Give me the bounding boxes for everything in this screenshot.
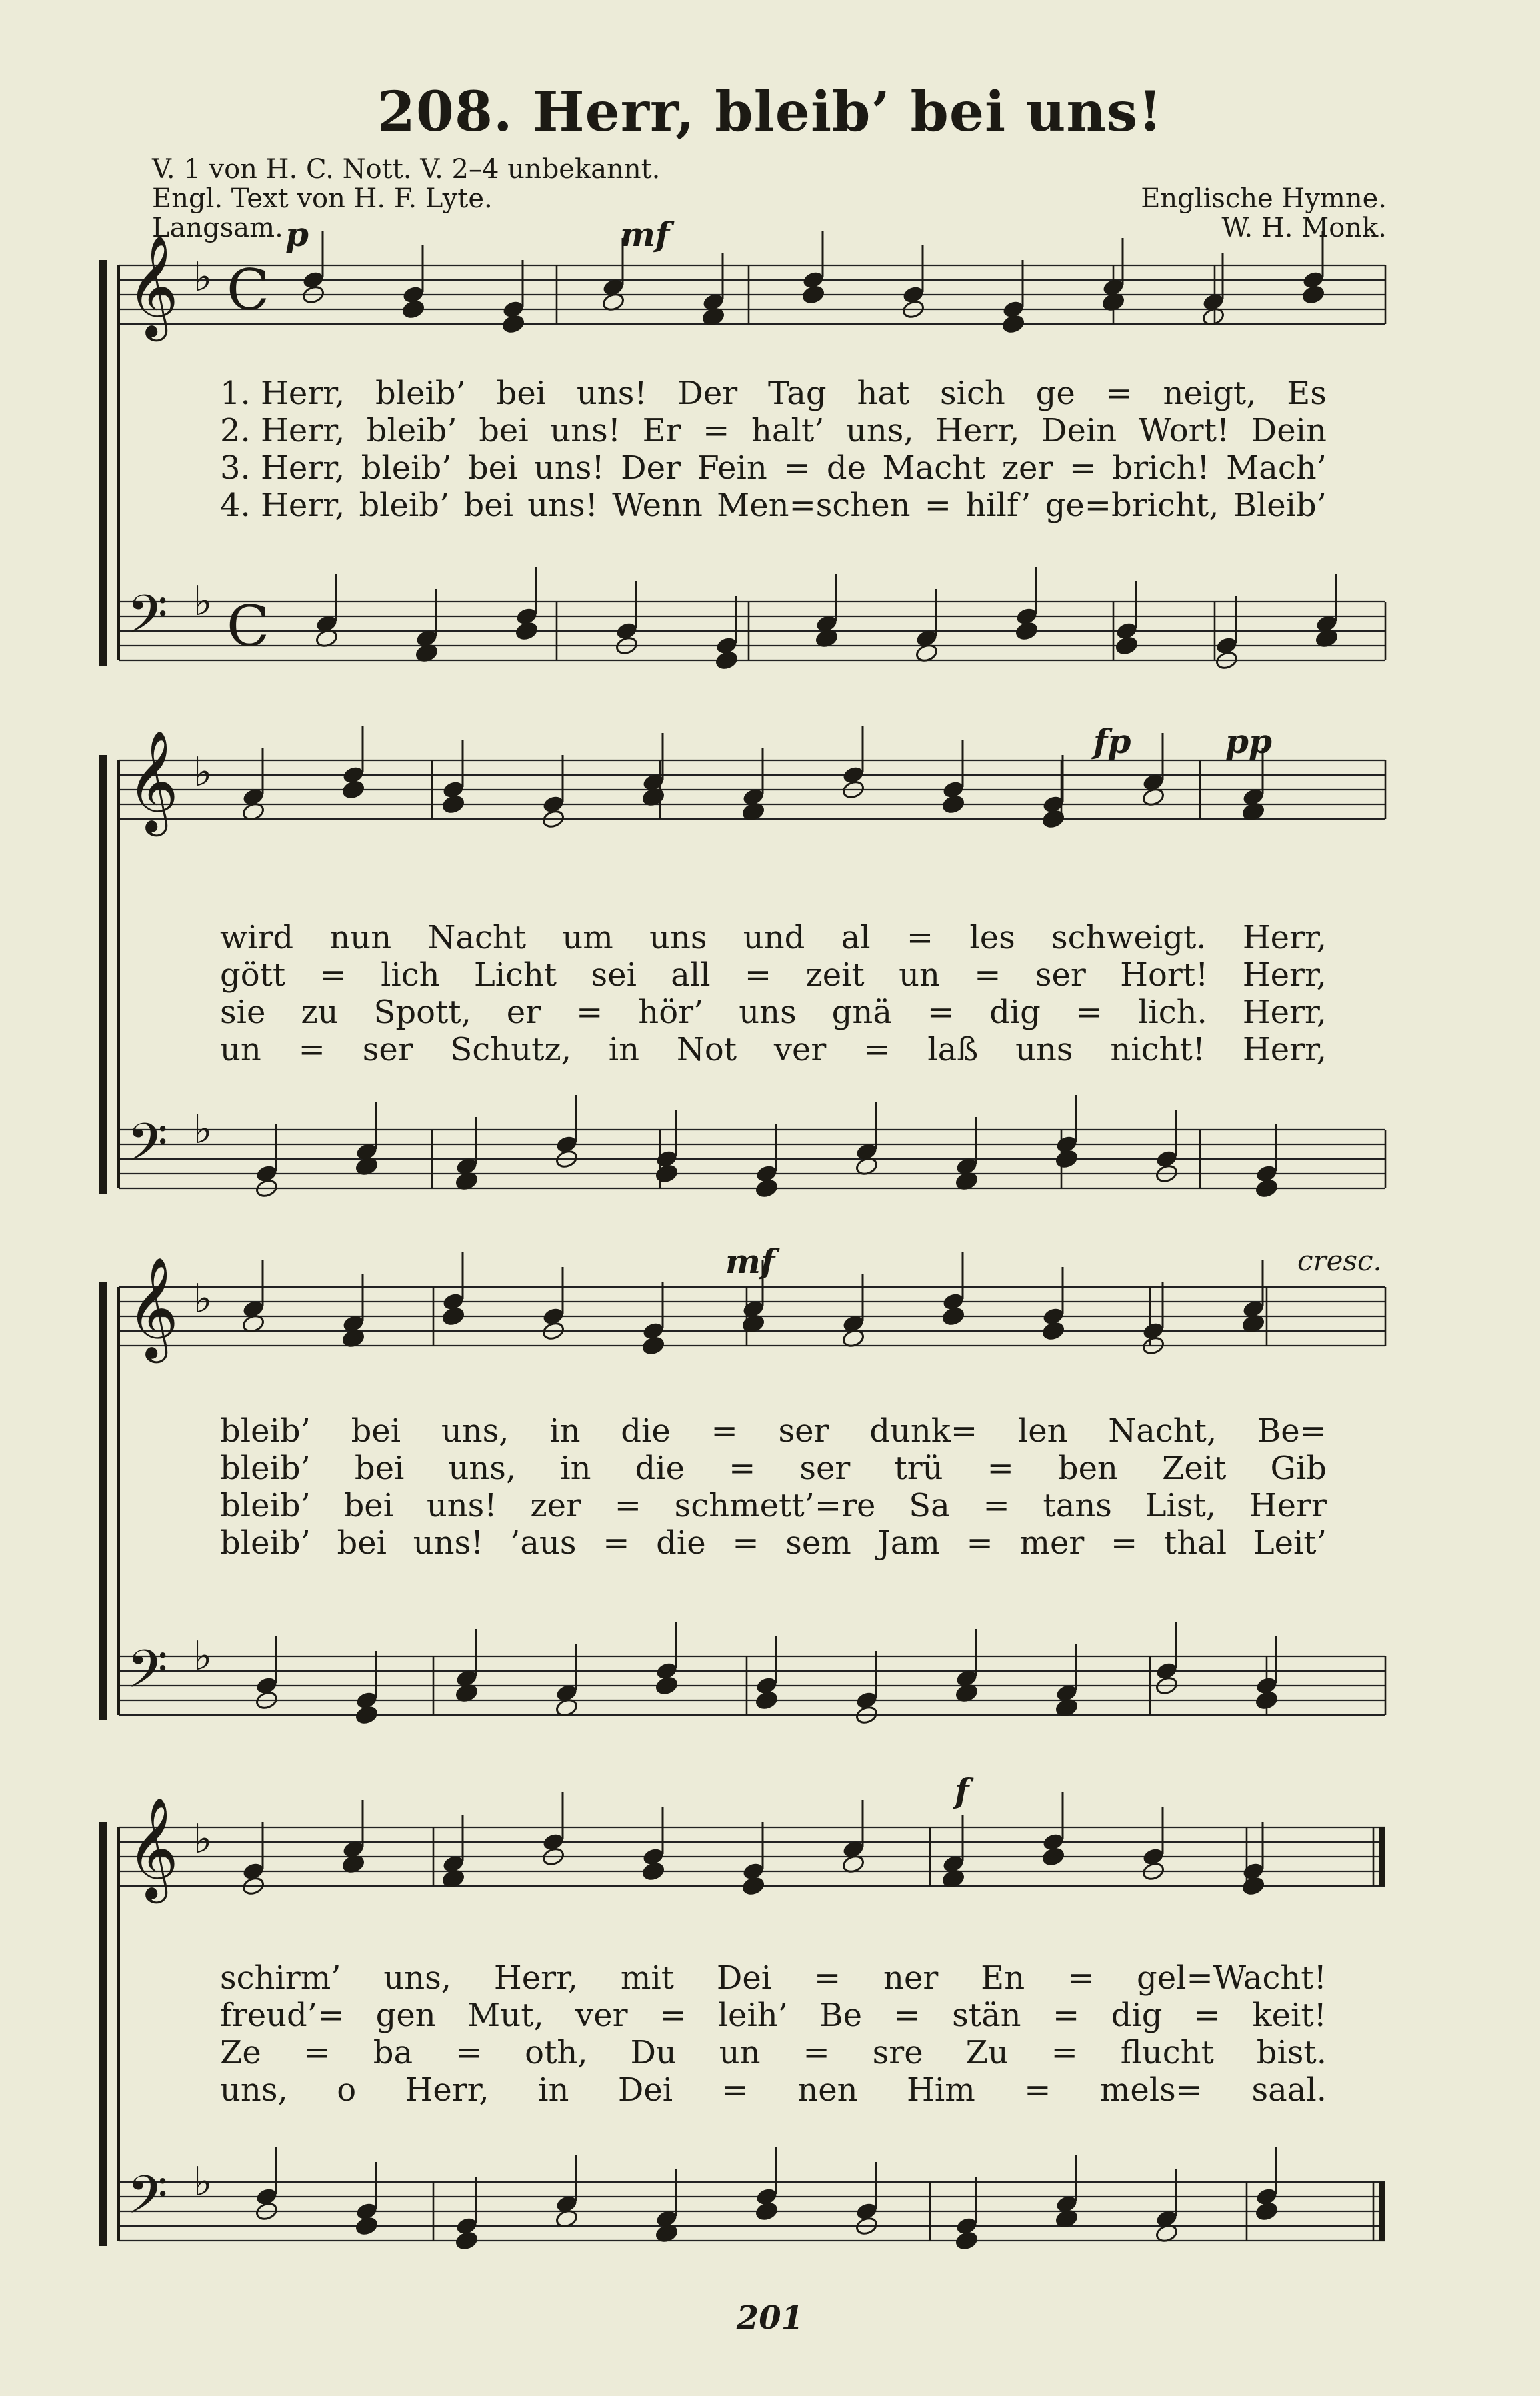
lyric-syllable: 4. Herr, xyxy=(220,487,345,524)
lyric-syllable: bleib’ xyxy=(366,412,457,449)
lyric-syllable: Licht xyxy=(473,956,557,994)
lyric-syllable: = xyxy=(659,1997,687,2034)
lyric-syllable: Tag xyxy=(768,375,827,412)
lyric-syllable: all xyxy=(671,956,711,994)
lyric-syllable: nen xyxy=(797,2071,858,2109)
lyric-syllable: laß xyxy=(927,1031,979,1068)
lyric-syllable: Er xyxy=(642,412,681,449)
lyric-syllable: Him xyxy=(907,2071,975,2109)
lyric-syllable: mit xyxy=(620,1959,675,1997)
lyric-syllable: al xyxy=(841,919,871,956)
lyric-syllable: de xyxy=(826,449,866,487)
lyric-syllable: Herr, xyxy=(1242,994,1327,1031)
lyric-syllable: Nacht, xyxy=(1108,1412,1217,1450)
lyric-syllable: Herr, xyxy=(1242,1031,1327,1068)
lyric-syllable: = xyxy=(298,1031,325,1068)
dynamic-cresc: cresc. xyxy=(1297,1244,1382,1277)
common-time-icon: C xyxy=(227,257,270,323)
lyric-syllable: = xyxy=(1111,1524,1138,1562)
lyric-syllable: stän xyxy=(952,1997,1021,2034)
lyric-syllable: bei xyxy=(463,487,513,524)
lyric-syllable: Dein xyxy=(1251,412,1327,449)
lyric-syllable: = xyxy=(576,994,603,1031)
lyric-syllable: len xyxy=(1017,1412,1068,1450)
lyric-syllable: uns! xyxy=(550,412,621,449)
lyric-syllable: = xyxy=(319,956,347,994)
note-head xyxy=(941,1306,965,1327)
lyric-syllable: Hort! xyxy=(1120,956,1209,994)
bass-clef-icon: 𝄢 xyxy=(127,2164,168,2239)
lyric-syllable: = xyxy=(614,1487,641,1524)
lyric-syllable: gel=Wacht! xyxy=(1137,1959,1327,1997)
lyric-syllable: freud’= xyxy=(220,1997,345,2034)
lyric-syllable: = xyxy=(1069,449,1097,487)
lyric-syllable: List, xyxy=(1145,1487,1217,1524)
lyric-syllable: Herr, xyxy=(405,2071,489,2109)
lyric-syllable: in xyxy=(538,2071,569,2109)
lyric-syllable: Be xyxy=(819,1997,863,2034)
lyric-syllable: neigt, xyxy=(1163,375,1257,412)
note-head xyxy=(955,2231,979,2251)
lyric-syllable: = xyxy=(893,1997,921,2034)
lyric-syllable: 2. Herr, xyxy=(220,412,345,449)
lyric-syllable: bleib’ xyxy=(361,449,452,487)
lyric-syllable: Herr, xyxy=(1242,919,1327,956)
lyric-syllable: ver xyxy=(575,1997,628,2034)
lyric-syllable: sich xyxy=(940,375,1005,412)
lyric-syllable: ser xyxy=(799,1450,851,1487)
dynamic-p: p xyxy=(285,215,309,254)
note-head xyxy=(1015,621,1039,642)
lyric-syllable: uns, xyxy=(220,2071,288,2109)
lyric-syllable: Der xyxy=(677,375,738,412)
lyric-syllable: = xyxy=(703,412,730,449)
lyric-syllable: bleib’ xyxy=(220,1524,311,1562)
system-brace xyxy=(99,1282,107,1720)
system-brace xyxy=(99,260,107,666)
note-head xyxy=(741,1876,765,1897)
lyric-syllable: zeit xyxy=(805,956,865,994)
flat-key-signature-icon: ♭ xyxy=(193,1276,213,1322)
lyric-syllable: dunk= xyxy=(869,1412,978,1450)
lyric-syllable: uns! xyxy=(533,449,605,487)
lyric-syllable: ser xyxy=(778,1412,829,1450)
lyric-syllable: nun xyxy=(329,919,392,956)
lyric-syllable: ba xyxy=(373,2034,413,2071)
lyric-syllable: ner xyxy=(883,1959,939,1997)
lyric-syllable: Herr, xyxy=(935,412,1020,449)
lyric-syllable: un xyxy=(719,2034,761,2071)
lyric-syllable: zu xyxy=(301,994,339,1031)
lyric-syllable: Es xyxy=(1287,375,1327,412)
system-brace xyxy=(99,755,107,1194)
lyric-syllable: les xyxy=(969,919,1015,956)
lyric-syllable: brich! xyxy=(1112,449,1210,487)
lyric-syllable: un xyxy=(220,1031,261,1068)
lyric-syllable: = xyxy=(303,2034,331,2071)
lyric-syllable: Schutz, xyxy=(450,1031,571,1068)
note-head xyxy=(441,1306,465,1327)
lyric-syllable: mer xyxy=(1019,1524,1085,1562)
lyric-syllable: hat xyxy=(857,375,910,412)
credit-tune-name: Englische Hymne. xyxy=(1141,183,1387,214)
lyric-syllable: Herr, xyxy=(1242,956,1327,994)
lyric-syllable: uns, xyxy=(845,412,914,449)
flat-key-signature-icon: ♭ xyxy=(193,1633,213,1680)
flat-key-signature-icon: ♭ xyxy=(193,749,213,796)
note-head xyxy=(1041,1847,1065,1867)
lyric-syllable: = xyxy=(721,2071,749,2109)
lyric-syllable: Bleib’ xyxy=(1233,487,1327,524)
note-head xyxy=(401,299,425,320)
lyric-syllable: = xyxy=(732,1524,759,1562)
system-brace xyxy=(99,1822,107,2246)
lyric-syllable: = xyxy=(603,1524,630,1562)
note-head xyxy=(515,621,539,642)
lyric-syllable: mels= xyxy=(1099,2071,1203,2109)
lyric-syllable: = xyxy=(1105,375,1133,412)
lyric-syllable: gött xyxy=(220,956,286,994)
lyric-syllable: bleib’ xyxy=(220,1412,311,1450)
lyric-syllable: = xyxy=(906,919,934,956)
credit-text-author: V. 1 von H. C. Nott. V. 2–4 unbekannt. xyxy=(152,154,661,185)
common-time-icon: C xyxy=(227,593,270,659)
note-head xyxy=(941,794,965,815)
lyric-syllable: uns, xyxy=(383,1959,452,1997)
treble-clef-icon: 𝄞 xyxy=(127,1256,179,1359)
lyric-syllable: in xyxy=(608,1031,640,1068)
note-head xyxy=(1001,314,1025,335)
lyric-syllable: bei xyxy=(354,1450,405,1487)
lyric-syllable: = xyxy=(813,1959,841,1997)
note-head xyxy=(641,1336,665,1356)
lyric-syllable: uns xyxy=(649,919,707,956)
lyric-syllable: = xyxy=(1024,2071,1051,2109)
lyric-syllable: 1. Herr, xyxy=(220,375,345,412)
lyric-syllable: Dei xyxy=(716,1959,772,1997)
lyric-syllable: tans xyxy=(1043,1487,1112,1524)
hymn-title: 208. Herr, bleib’ bei uns! xyxy=(377,80,1163,144)
lyric-syllable: ge=bricht, xyxy=(1045,487,1219,524)
lyric-syllable: = xyxy=(711,1412,738,1450)
lyric-syllable: = xyxy=(455,2034,483,2071)
note-head xyxy=(501,314,525,335)
lyric-syllable: trü xyxy=(894,1450,943,1487)
lyric-syllable: bei xyxy=(467,449,518,487)
lyric-syllable: leih’ xyxy=(717,1997,788,2034)
lyric-syllable: Men=schen xyxy=(717,487,911,524)
lyric-syllable: oth, xyxy=(525,2034,588,2071)
note-head xyxy=(1255,2201,1279,2222)
note-head xyxy=(1055,1149,1079,1170)
dynamic-fp: fp xyxy=(1093,722,1131,761)
lyric-syllable: = xyxy=(729,1450,756,1487)
lyric-syllable: dig xyxy=(1111,1997,1163,2034)
dynamic-mf-2: mf xyxy=(725,1242,775,1281)
lyric-syllable: nicht! xyxy=(1110,1031,1206,1068)
lyric-syllable: sre xyxy=(872,2034,923,2071)
lyric-syllable: ver xyxy=(773,1031,827,1068)
lyric-syllable: halt’ xyxy=(751,412,825,449)
note-head xyxy=(1041,1321,1065,1342)
lyric-syllable: Spott, xyxy=(373,994,471,1031)
note-head xyxy=(1301,285,1325,305)
lyric-syllable: = xyxy=(863,1031,891,1068)
lyric-syllable: = xyxy=(783,449,811,487)
lyric-syllable: schmett’=re xyxy=(674,1487,876,1524)
flat-key-signature-icon: ♭ xyxy=(193,2159,213,2205)
lyric-syllable: = xyxy=(803,2034,830,2071)
flat-key-signature-icon: ♭ xyxy=(193,1106,213,1153)
lyric-syllable: bleib’ xyxy=(220,1487,311,1524)
lyric-syllable: Du xyxy=(630,2034,677,2071)
lyric-syllable: Der xyxy=(621,449,681,487)
lyric-syllable: dig xyxy=(989,994,1041,1031)
lyric-syllable: wird xyxy=(220,919,294,956)
lyric-syllable: = xyxy=(1193,1997,1221,2034)
lyric-syllable: = xyxy=(987,1450,1014,1487)
lyric-syllable: gnä xyxy=(831,994,892,1031)
lyric-syllable: En xyxy=(981,1959,1025,1997)
bass-clef-icon: 𝄢 xyxy=(127,583,168,658)
note-head xyxy=(755,1690,779,1711)
lyric-syllable: uns, xyxy=(441,1412,509,1450)
lyric-syllable: Herr, xyxy=(493,1959,579,1997)
lyric-syllable: lich. xyxy=(1138,994,1207,1031)
lyric-syllable: bleib’ xyxy=(359,487,450,524)
lyric-syllable: die xyxy=(656,1524,706,1562)
lyric-syllable: 3. Herr, xyxy=(220,449,345,487)
lyric-syllable: Sa xyxy=(909,1487,950,1524)
lyric-syllable: ’aus xyxy=(510,1524,577,1562)
lyric-syllable: = xyxy=(983,1487,1010,1524)
lyric-syllable: hilf’ xyxy=(965,487,1031,524)
lyric-syllable: ge xyxy=(1035,375,1075,412)
note-head xyxy=(455,2231,479,2251)
dynamic-pp: pp xyxy=(1225,722,1272,761)
lyric-syllable: um xyxy=(562,919,613,956)
lyric-syllable: = xyxy=(1051,2034,1078,2071)
bass-clef-icon: 𝄢 xyxy=(127,1112,168,1186)
dynamic-mf-1: mf xyxy=(620,215,670,254)
lyric-syllable: = xyxy=(1067,1959,1095,1997)
lyric-syllable: bleib’ xyxy=(375,375,466,412)
lyric-syllable: sem xyxy=(785,1524,851,1562)
lyric-syllable: zer xyxy=(1001,449,1053,487)
dynamic-f: f xyxy=(955,1771,969,1811)
lyric-syllable: uns! xyxy=(413,1524,484,1562)
lyric-syllable: Wort! xyxy=(1138,412,1230,449)
lyric-syllable: Herr xyxy=(1249,1487,1327,1524)
note-head xyxy=(641,1861,665,1882)
lyric-syllable: bei xyxy=(479,412,529,449)
lyric-syllable: Zeit xyxy=(1162,1450,1227,1487)
lyric-syllable: = xyxy=(1075,994,1103,1031)
lyric-syllable: un xyxy=(899,956,940,994)
lyric-syllable: schweigt. xyxy=(1051,919,1207,956)
tempo-marking: Langsam. xyxy=(152,213,283,243)
lyric-syllable: die xyxy=(635,1450,685,1487)
lyric-syllable: Mach’ xyxy=(1226,449,1327,487)
lyric-syllable: ser xyxy=(362,1031,413,1068)
final-bar-line xyxy=(1379,1827,1385,1886)
lyric-syllable: = xyxy=(927,994,955,1031)
note-head xyxy=(355,2216,379,2237)
lyric-syllable: Macht xyxy=(882,449,986,487)
lyric-syllable: Fein xyxy=(697,449,767,487)
note-head xyxy=(655,1676,679,1696)
credit-english-text: Engl. Text von H. F. Lyte. xyxy=(152,183,493,214)
note-head xyxy=(755,1178,779,1199)
lyric-syllable: uns, xyxy=(448,1450,517,1487)
note-head xyxy=(755,2201,779,2222)
lyric-syllable: sei xyxy=(591,956,637,994)
lyric-syllable: o xyxy=(337,2071,357,2109)
lyric-syllable: = xyxy=(744,956,772,994)
note-head xyxy=(801,285,825,305)
lyric-syllable: = xyxy=(974,956,1001,994)
lyric-syllable: Be= xyxy=(1257,1412,1327,1450)
lyric-syllable: er xyxy=(506,994,541,1031)
lyric-syllable: gen xyxy=(375,1997,436,2034)
flat-key-signature-icon: ♭ xyxy=(193,254,213,301)
lyric-syllable: hör’ xyxy=(638,994,704,1031)
note-head xyxy=(655,1164,679,1184)
note-head xyxy=(1255,1178,1279,1199)
lyric-syllable: die xyxy=(621,1412,671,1450)
lyric-syllable: Ze xyxy=(220,2034,261,2071)
lyric-syllable: uns! xyxy=(527,487,598,524)
lyric-syllable: in xyxy=(549,1412,581,1450)
lyric-syllable: uns! xyxy=(426,1487,497,1524)
lyric-syllable: Gib xyxy=(1270,1450,1327,1487)
lyric-syllable: uns! xyxy=(576,375,647,412)
note-head xyxy=(441,794,465,815)
treble-clef-icon: 𝄞 xyxy=(127,1796,179,1899)
lyric-syllable: keit! xyxy=(1252,1997,1327,2034)
lyric-syllable: schirm’ xyxy=(220,1959,341,1997)
lyric-syllable: ser xyxy=(1035,956,1086,994)
lyric-syllable: = xyxy=(966,1524,993,1562)
lyric-syllable: uns xyxy=(739,994,797,1031)
note-head xyxy=(355,1705,379,1726)
lyric-syllable: Wenn xyxy=(612,487,703,524)
note-head xyxy=(1255,1690,1279,1711)
note-head xyxy=(1115,636,1139,656)
flat-key-signature-icon: ♭ xyxy=(193,1816,213,1863)
final-bar-line xyxy=(1379,2182,1385,2241)
lyric-syllable: Dei xyxy=(617,2071,673,2109)
lyric-syllable: ben xyxy=(1057,1450,1118,1487)
bass-clef-icon: 𝄢 xyxy=(127,1638,168,1713)
lyric-syllable: uns xyxy=(1015,1031,1073,1068)
lyric-syllable: flucht xyxy=(1120,2034,1214,2071)
treble-clef-icon: 𝄞 xyxy=(127,235,179,337)
lyric-syllable: sie xyxy=(220,994,266,1031)
lyric-syllable: Not xyxy=(676,1031,737,1068)
lyric-syllable: bleib’ xyxy=(220,1450,311,1487)
flat-key-signature-icon: ♭ xyxy=(193,578,213,625)
lyric-syllable: bei xyxy=(337,1524,387,1562)
lyric-syllable: bei xyxy=(496,375,547,412)
lyric-syllable: bei xyxy=(343,1487,394,1524)
lyric-syllable: Mut, xyxy=(467,1997,544,2034)
lyric-syllable: = xyxy=(924,487,951,524)
note-head xyxy=(715,650,739,671)
treble-clef-icon: 𝄞 xyxy=(127,730,179,832)
lyric-syllable: in xyxy=(560,1450,591,1487)
lyric-syllable: = xyxy=(1053,1997,1080,2034)
note-head xyxy=(1241,1876,1265,1897)
note-head xyxy=(341,780,365,800)
lyric-syllable: bei xyxy=(351,1412,401,1450)
lyric-syllable: Jam xyxy=(877,1524,940,1562)
credit-composer: W. H. Monk. xyxy=(1221,213,1387,243)
lyric-syllable: Dein xyxy=(1041,412,1117,449)
lyric-syllable: Nacht xyxy=(427,919,527,956)
lyric-syllable: Zu xyxy=(965,2034,1009,2071)
lyric-syllable: saal. xyxy=(1251,2071,1327,2109)
lyric-syllable: und xyxy=(743,919,805,956)
lyric-syllable: Leit’ xyxy=(1253,1524,1327,1562)
page-number: 201 xyxy=(736,2299,804,2337)
lyric-syllable: zer xyxy=(530,1487,581,1524)
lyric-syllable: bist. xyxy=(1256,2034,1327,2071)
lyric-syllable: lich xyxy=(381,956,440,994)
lyric-syllable: thal xyxy=(1163,1524,1227,1562)
